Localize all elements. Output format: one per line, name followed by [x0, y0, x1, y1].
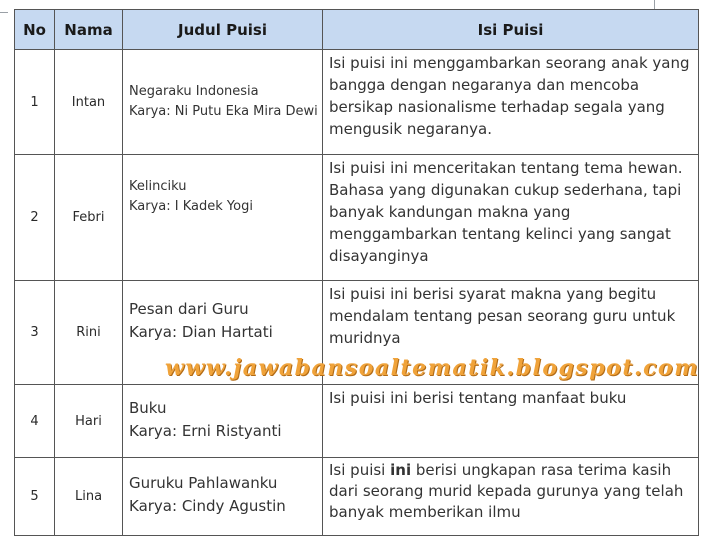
poem-author: Karya: I Kadek Yogi	[129, 199, 253, 214]
table-row	[15, 155, 699, 281]
row-nama: Lina	[55, 458, 123, 536]
row-no: 2	[15, 155, 55, 281]
table-row	[15, 385, 699, 458]
row-isi: Isi puisi ini berisi syarat makna yang begitu mendalam tentang pesan seorang guru untuk muridnya	[323, 281, 699, 385]
table-row	[15, 458, 699, 536]
header-isi-puisi: Isi Puisi	[323, 10, 699, 50]
table-row	[15, 281, 699, 385]
row-nama: Rini	[55, 281, 123, 385]
poem-author: Karya: Dian Hartati	[129, 323, 273, 341]
row-isi: Isi puisi ini berisi tentang manfaat buku	[323, 385, 699, 458]
watermark-text: www.jawabansoaltematik.blogspot.com	[165, 355, 699, 381]
poem-title: Buku	[129, 399, 167, 417]
header-no: No	[15, 10, 55, 50]
poem-table	[14, 9, 699, 536]
row-no: 3	[15, 281, 55, 385]
header-judul-puisi: Judul Puisi	[123, 10, 323, 50]
row-nama: Intan	[55, 50, 123, 155]
row-isi: Isi puisi ini menceritakan tentang tema hewan. Bahasa yang digunakan cukup sederhana, tapi banyak kandungan makna yang menggambarkan tentang kelinci yang sangat disayanginya	[323, 155, 699, 281]
row-no: 5	[15, 458, 55, 536]
row-judul	[123, 155, 323, 281]
row-judul	[123, 281, 323, 385]
header-nama: Nama	[55, 10, 123, 50]
poem-title: Guruku Pahlawanku	[129, 474, 278, 492]
row-no: 4	[15, 385, 55, 458]
page-edge-line	[0, 12, 8, 13]
row-nama: Hari	[55, 385, 123, 458]
isi-text-bold: ini	[390, 461, 412, 479]
row-isi: Isi puisi ini menggambarkan seorang anak yang bangga dengan negaranya dan mencoba bersikap nasionalisme terhadap segala yang mengusik negaranya.	[323, 50, 699, 155]
header-row	[15, 10, 699, 50]
row-judul	[123, 458, 323, 536]
row-no: 1	[15, 50, 55, 155]
row-isi	[323, 458, 699, 536]
poem-author: Karya: Ni Putu Eka Mira Dewi	[129, 104, 318, 119]
isi-text-rest: berisi ungkapan rasa terima kasih dari seorang murid kepada gurunya yang telah banyak memberikan ilmu	[329, 461, 684, 521]
poem-title: Negaraku Indonesia	[129, 84, 259, 99]
table-row	[15, 50, 699, 155]
row-judul	[123, 50, 323, 155]
poem-title: Kelinciku	[129, 179, 187, 194]
row-nama: Febri	[55, 155, 123, 281]
poem-author: Karya: Cindy Agustin	[129, 497, 286, 515]
poem-title: Pesan dari Guru	[129, 300, 249, 318]
poem-author: Karya: Erni Ristyanti	[129, 422, 282, 440]
row-judul	[123, 385, 323, 458]
isi-text-start: Isi puisi	[329, 461, 391, 479]
